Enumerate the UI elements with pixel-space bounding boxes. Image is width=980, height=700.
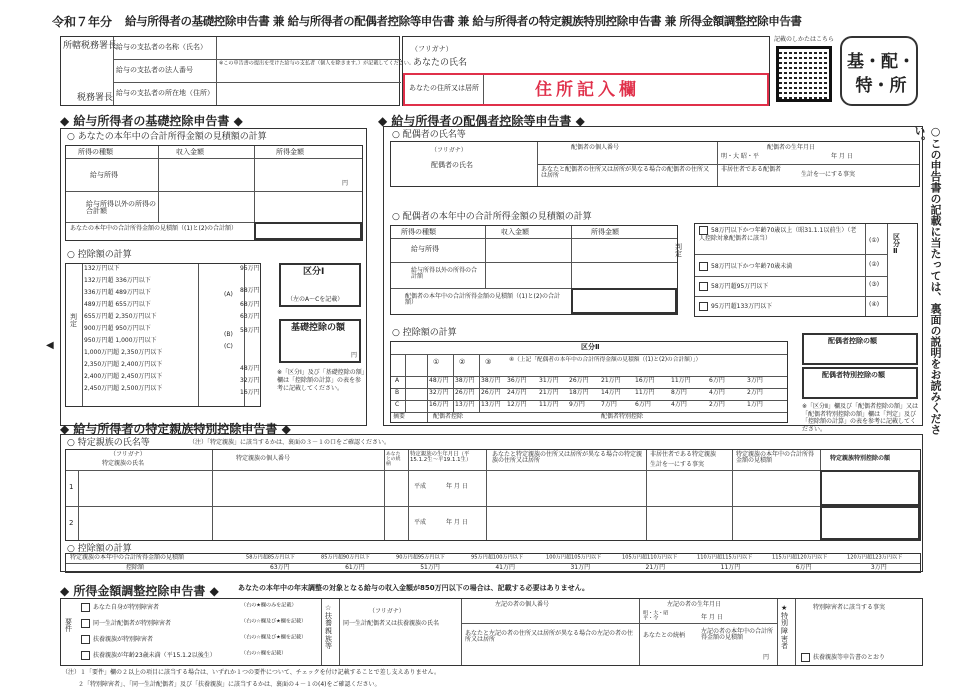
calc-cell: 7万円 [601,401,617,408]
spouse-same-living: 生計を一にする事実 [801,171,856,178]
spouse-section-title: ◆ 給与所得者の配偶者控除等申告書 ◆ [378,114,585,128]
side-note-text: ○この申告書の記載に当たっては、裏面の説明をお読みください。 [913,125,942,435]
col4-label: ④（上記「配偶者の本年中の合計所得金額の見積額（(1)と(2)の合計額）」） [509,356,702,363]
side-note [913,125,943,455]
adjust-mark-3: （右の☆欄及び★欄を記載） [241,634,307,641]
calc-cell: 8万円 [671,389,687,396]
spouse-deduction-table [390,341,788,423]
basic-amount-label: 基礎控除の額 [291,323,346,333]
basic-range: 2,450万円超 2,500万円以下 [84,385,163,392]
spouse-name-label: ○ 配偶者の氏名等 [392,130,466,140]
relative-range: 58万円超85万円以下 [246,554,295,561]
calc-cell: 16万円 [429,401,449,408]
address-field[interactable] [403,73,769,106]
kubun2-head: 区分Ⅱ [581,343,600,351]
calc-cell: 9万円 [569,401,585,408]
adjust-era: 明・大・昭 平・令 [643,610,669,622]
form-type-stamp [840,36,918,106]
kubun2-side-label: 区分Ⅱ [893,233,900,255]
spouse-total-field[interactable] [571,288,677,314]
spouse-birth: 配偶者の生年月日 [767,144,816,151]
adjust-relation: あなたとの続柄 [643,632,686,639]
judge-item-4-text: 95万円超133万円以下 [711,303,773,310]
calc-cell: 38万円 [481,377,501,384]
spouse-address-diff: あなたと配偶者の住所又は居所が異なる場合の配偶者の住所又は居所 [541,166,710,179]
spouse-name: 配偶者の氏名 [431,161,473,169]
calc-cell: 6万円 [635,401,651,408]
qr-code-icon[interactable] [776,46,832,102]
adjust-item-3-text: 扶養親族が特別障害者 [93,636,154,643]
judge-item-2-text: 58万円以下かつ年齢70歳未満 [711,263,793,270]
adjust-section-title: ◆ 所得金額調整控除申告書 ◆ [60,584,219,598]
basic-range: 1,000万円超 2,350万円以下 [84,349,163,356]
relative-deduction-calc-label: ○ 控除額の計算 [67,544,132,554]
adjust-item-1-text: あなた自身が特別障害者 [93,604,160,611]
relative-note: （注）「特定親族」に該当するかは、裏面の３－１の口をご確認ください。 [189,439,391,446]
adjust-checkbox-1[interactable] [81,603,90,612]
relative-same-living: 生計を一にする事実 [650,461,705,468]
stamp-text: 基・配・特・所 [847,52,915,96]
adjust-furigana: （フリガナ） [369,608,405,615]
spouse-furigana: （フリガナ） [431,147,467,154]
payer-block [60,36,415,106]
relative-number: 特定親族の個人番号 [236,455,291,462]
relative-relation: あなたとの続柄 [386,451,401,467]
basic-amount-box[interactable] [279,319,361,363]
calc-cell: 26万円 [455,389,475,396]
spouse-era: 明・大 昭・平 [721,153,759,160]
adjust-yen: 円 [763,654,770,661]
adjust-item-4[interactable] [81,651,216,660]
basic-section-title: ◆ 給与所得者の基礎控除申告書 ◆ [60,114,243,128]
relative-range: 85万円超90万円以下 [321,554,370,561]
basic-letter-a: (A) [224,291,233,298]
footer-tekiyo: 摘要 [393,413,406,420]
basic-range: 132万円以下 [84,265,120,272]
relative-range: 95万円超100万円以下 [471,554,524,561]
spouse-total-label: 配偶者の本年中の合計所得金額の見積額（(1)と(2)の合計額） [405,293,560,306]
office-chief: 所轄税務署長 [63,41,118,51]
relative-range: 90万円超95万円以下 [396,554,445,561]
relative-calc-table [65,553,921,573]
basic-total-label: あなたの本年中の合計所得金額の見積額（(1)と(2)の合計額） [70,225,237,232]
calc-cell: 2万円 [747,389,763,396]
calc-cell: 14万円 [601,389,621,396]
spouse-deduction-calc-label: ○ 控除額の計算 [392,328,457,338]
basic-amount: 68万円 [240,301,260,308]
basic-col-type: 所得の種類 [78,148,113,156]
judge-mark: (①) [869,237,880,244]
relative-range: 115万円超120万円以下 [771,554,827,561]
calc-cell: 38万円 [455,377,475,384]
relative-furigana: （フリガナ） [110,451,146,458]
calc-cell: 26万円 [481,389,501,396]
relative-row-1: 1 [69,483,74,491]
adjust-item-2-text: 同一生計配偶者が特別障害者 [93,620,172,627]
judge-mark: (④) [869,301,880,308]
spouse-col-type: 所得の種類 [401,228,436,236]
calc-row-kubun: C [395,401,400,408]
calc-row-kubun: B [395,389,400,396]
relative-calc-row2: 控除額 [126,564,145,571]
footer-special: 配偶者特別控除 [601,413,644,420]
left-arrow-icon: ◀ [46,340,54,351]
qr-caption: 記載のしかたはこちら [774,36,835,43]
basic-amount: 48万円 [240,365,260,372]
basic-yen: 円 [342,180,349,187]
adjust-item-1[interactable] [81,603,159,612]
calc-row-kubun: A [395,377,400,384]
year-label: 令和７年分 [52,15,113,29]
spouse-special-label: 配偶者特別控除の額 [822,371,885,379]
basic-amount: 16万円 [240,389,260,396]
adjust-checkbox-4[interactable] [81,651,90,660]
calc-cell: 11万円 [635,389,655,396]
adjust-note-2: ２「特別障害者」、「同一生計配偶者」及び「扶養親族」に該当するかは、裏面の４－１の(4)をご確認ください。 [78,681,381,688]
relative-range: 110万円超115万円以下 [696,554,752,561]
your-name-label: あなたの氏名 [413,58,468,68]
adjust-name: 同一生計配偶者又は扶養親族の氏名 [343,620,440,627]
spouse-income-table [390,225,678,315]
relative-deduction-field-1[interactable] [820,470,920,506]
col-circle-3: ③ [485,358,492,366]
adjust-subtitle: あなたの本年中の年末調整の対象となる給与の収入金額が850万円以下の場合は、記載する必要はありません。 [238,584,590,592]
basic-judge-label: 判定 [70,313,77,328]
basic-letter-b: (B) [224,331,233,338]
calc-cell: 36万円 [507,377,527,384]
judge-item-2[interactable] [699,262,792,271]
calc-cell: 26万円 [569,377,589,384]
spouse-judge-table [675,223,918,317]
adjust-mark-4: （右の☆欄を記載） [241,650,287,657]
spouse-section [383,126,923,433]
col-circle-1: ① [433,358,440,366]
basic-row2: 給与所得以外の所得の合計額 [86,200,156,215]
relative-amount: 31万円 [570,564,591,571]
judge-item-3[interactable] [699,282,768,291]
calc-cell: 32万円 [429,389,449,396]
adjust-item-3[interactable] [81,635,153,644]
basic-range: 336万円超 489万円以下 [84,289,151,296]
relative-amount: 6万円 [795,564,812,571]
relative-range: 120万円超123万円以下 [846,554,903,561]
basic-amount: 32万円 [240,377,260,384]
spouse-special-amount[interactable] [802,367,918,399]
payer-note: ※この申告書の提出を受けた給与の支払者（個人を除きます。）が記載してください。 [219,60,415,67]
relative-amount: 11万円 [720,564,741,571]
relative-deduction-field-2[interactable] [820,506,920,540]
basic-income-table [65,145,363,241]
footer-haigu: 配偶者控除 [433,413,464,420]
basic-row1: 給与所得 [90,171,118,179]
spouse-nonresident: 非居住者である配偶者 [721,166,782,173]
tax-office-chief: 税務署長 [77,93,114,103]
adjust-ymd: 年 月 日 [701,614,723,621]
calc-cell: 12万円 [507,401,527,408]
relative-row-2: 2 [69,519,74,527]
judge-checkbox-2[interactable] [699,262,708,271]
form-title: 給与所得者の基礎控除申告書 兼 給与所得者の配偶者控除等申告書 兼 給与所得者の特定親族特別控除申告書 兼 所得金額調整控除申告書 [125,14,802,28]
your-address-label: あなたの住所又は居所 [409,84,479,92]
spouse-deduction-label: 配偶者控除の額 [828,337,877,345]
judge-mark: (③) [869,281,880,288]
adjust-special-fact: 特別障害者に該当する事実 [813,604,886,611]
relative-name: 特定親族の氏名 [102,460,145,467]
calc-cell: 13万円 [481,401,501,408]
relative-era-2: 平成 [414,519,427,526]
basic-income-calc-label: ○ あなたの本年中の合計所得金額の見積額の計算 [67,132,267,142]
calc-cell: 31万円 [539,377,559,384]
adjust-special-checkbox[interactable] [801,653,810,662]
relative-deduction: 特定親族特別控除の額 [830,455,891,462]
calc-cell: 6万円 [709,377,725,384]
basic-deduction-calc-label: ○ 控除額の計算 [67,250,132,260]
relative-range: 105万円超110万円以下 [621,554,677,561]
kubun1-label: 区分Ⅰ [303,267,325,277]
spouse-col-amount: 所得金額 [591,228,619,236]
adjust-number: 左記の者の個人番号 [495,601,550,608]
relative-amount: 61万円 [345,564,365,571]
adjust-birth: 左記の者の生年月日 [667,601,722,608]
judge-checkbox-3[interactable] [699,282,708,291]
calc-cell: 4万円 [709,389,725,396]
payer-address-label: 給与の支払者の所在地（住所） [116,89,214,97]
furigana-label: （フリガナ） [411,45,453,53]
calc-cell: 3万円 [747,377,763,384]
basic-range: 900万円超 950万円以下 [84,325,151,332]
adjust-req-label: 要件 [65,618,72,633]
spouse-deduction-amount[interactable] [802,333,918,365]
judge-item-3-text: 58万円超95万円以下 [711,283,769,290]
relative-amount: 51万円 [420,564,440,571]
relative-amount: 3万円 [870,564,887,571]
spouse-row2: 給与所得以外の所得の合計額 [411,267,478,280]
kubun1-note: （左のA～Cを記載） [287,296,344,303]
basic-range: 950万円超 1,000万円以下 [84,337,157,344]
relative-ymd-2: 年 月 日 [446,519,468,526]
calc-cell: 13万円 [455,401,475,408]
relative-amount: 41万円 [495,564,515,571]
basic-range: 655万円超 2,350万円以下 [84,313,157,320]
relative-era-1: 平成 [414,483,427,490]
calc-cell: 16万円 [635,377,655,384]
adjust-income: 左記の者の本年中の合計所得金額の見積額 [701,628,774,641]
adjust-side-label: ☆扶養親族等 [325,604,332,651]
payer-number-label: 給与の支払者の法人番号 [116,66,193,74]
adjust-section [60,598,923,666]
adjust-item-2[interactable] [81,619,171,628]
basic-total-field[interactable] [254,222,362,240]
judge-mark: (②) [869,261,880,268]
kubun1-box[interactable] [279,263,361,307]
calc-cell: 11万円 [671,377,691,384]
basic-range: 132万円超 336万円以下 [84,277,151,284]
judge-item-4[interactable] [699,302,772,311]
adjust-checkbox-2[interactable] [81,619,90,628]
basic-amount: 63万円 [240,313,260,320]
basic-range: 2,400万円超 2,450万円以下 [84,373,163,380]
basic-amount-yen: 円 [351,352,358,359]
adjust-address-diff: あなたと左記の者の住所又は居所が異なる場合の左記の者の住所又は居所 [465,630,634,643]
relative-address-diff: あなたと特定親族の住所又は居所が異なる場合の特定親族の住所又は居所 [492,451,643,464]
relative-range: 100万円超105万円以下 [546,554,602,561]
col-circle-2: ② [459,358,466,366]
relative-table [65,449,921,541]
basic-range: 489万円超 655万円以下 [84,301,151,308]
address-placeholder: 住所記入欄 [535,80,640,100]
calc-cell: 24万円 [507,389,527,396]
judge-checkbox-1[interactable] [699,226,708,235]
basic-letter-c: (C) [224,343,233,350]
relative-section-title: ◆ 給与所得者の特定親族特別控除申告書 ◆ [60,422,291,436]
spouse-ymd: 年 月 日 [831,153,853,160]
calc-cell: 18万円 [569,389,589,396]
adjust-mark-2: （右の☆欄及び★欄を記載） [241,618,307,625]
relative-section [60,434,923,572]
spouse-info-table [390,141,920,187]
basic-range: 2,350万円超 2,400万円以下 [84,361,163,368]
judge-item-1-text: 58万円以下かつ年齢70歳以上（昭31.1.1以前生）（老人控除対象配偶者に該当） [699,227,857,242]
calc-cell: 11万円 [539,401,559,408]
basic-amount: 58万円 [240,327,260,334]
spouse-judge-label: 判定 [675,243,682,258]
relative-ymd-1: 年 月 日 [446,483,468,490]
basic-amount: 88万円 [240,287,260,294]
adjust-special-check-text: 扶養親族等申告書のとおり [813,654,886,661]
calc-cell: 4万円 [671,401,687,408]
basic-amount: 95万円 [240,265,260,272]
calc-cell: 21万円 [601,377,621,384]
judge-item-1[interactable] [699,226,859,243]
adjust-special-label: ★特別障害者 [781,604,788,651]
relative-amount: 63万円 [270,564,290,571]
adjust-checkbox-3[interactable] [81,635,90,644]
relative-name-label: ○ 特定親族の氏名等 [67,438,150,448]
calc-cell: 48万円 [429,377,449,384]
calc-cell: 1万円 [747,401,763,408]
spouse-income-calc-label: ○ 配偶者の本年中の合計所得金額の見積額の計算 [392,212,592,222]
calc-cell: 2万円 [709,401,725,408]
spouse-row1: 給与所得 [411,245,439,253]
relative-calc-head: 特定親族の本年中の合計所得金額の見積額 [70,554,185,561]
judge-checkbox-4[interactable] [699,302,708,311]
calc-cell: 21万円 [539,389,559,396]
relative-nonresident: 非居住者である特定親族 [650,451,717,458]
adjust-mark-1: （右の★欄のみを記載） [241,602,297,609]
relative-birth: 特定親族の生年月日（平15.1.2生～平19.1.1生） [410,451,472,463]
adjust-special-check[interactable] [801,653,885,662]
adjust-item-4-text: 扶養親族が年齢23歳未満（平15.1.2以後生） [93,652,216,659]
basic-col-income: 収入金額 [176,148,204,156]
spouse-col-income: 収入金額 [501,228,529,236]
spouse-note: ※「区分Ⅱ」欄及び「配偶者控除の額」又は「配偶者特別控除の額」欄は「判定」及び「控除額の計算」の表を参考に記載してください。 [802,403,918,433]
basic-col-amount: 所得金額 [276,148,304,156]
relative-amount: 21万円 [645,564,666,571]
adjust-note-1: （注）１「要件」欄の２以上の項目に該当する場合は、いずれか１つの要件について、チェックを付け記載することで差し支えありません。 [62,669,440,676]
spouse-number: 配偶者の個人番号 [571,144,620,151]
relative-income: 特定親族の本年中の合計所得金額の見積額 [736,451,815,464]
payer-name-label: 給与の支払者の名称（氏名） [116,43,207,51]
basic-note: ※「区分Ⅰ」及び「基礎控除の額」欄は「控除額の計算」の表を参考に記載してください。 [277,369,365,392]
